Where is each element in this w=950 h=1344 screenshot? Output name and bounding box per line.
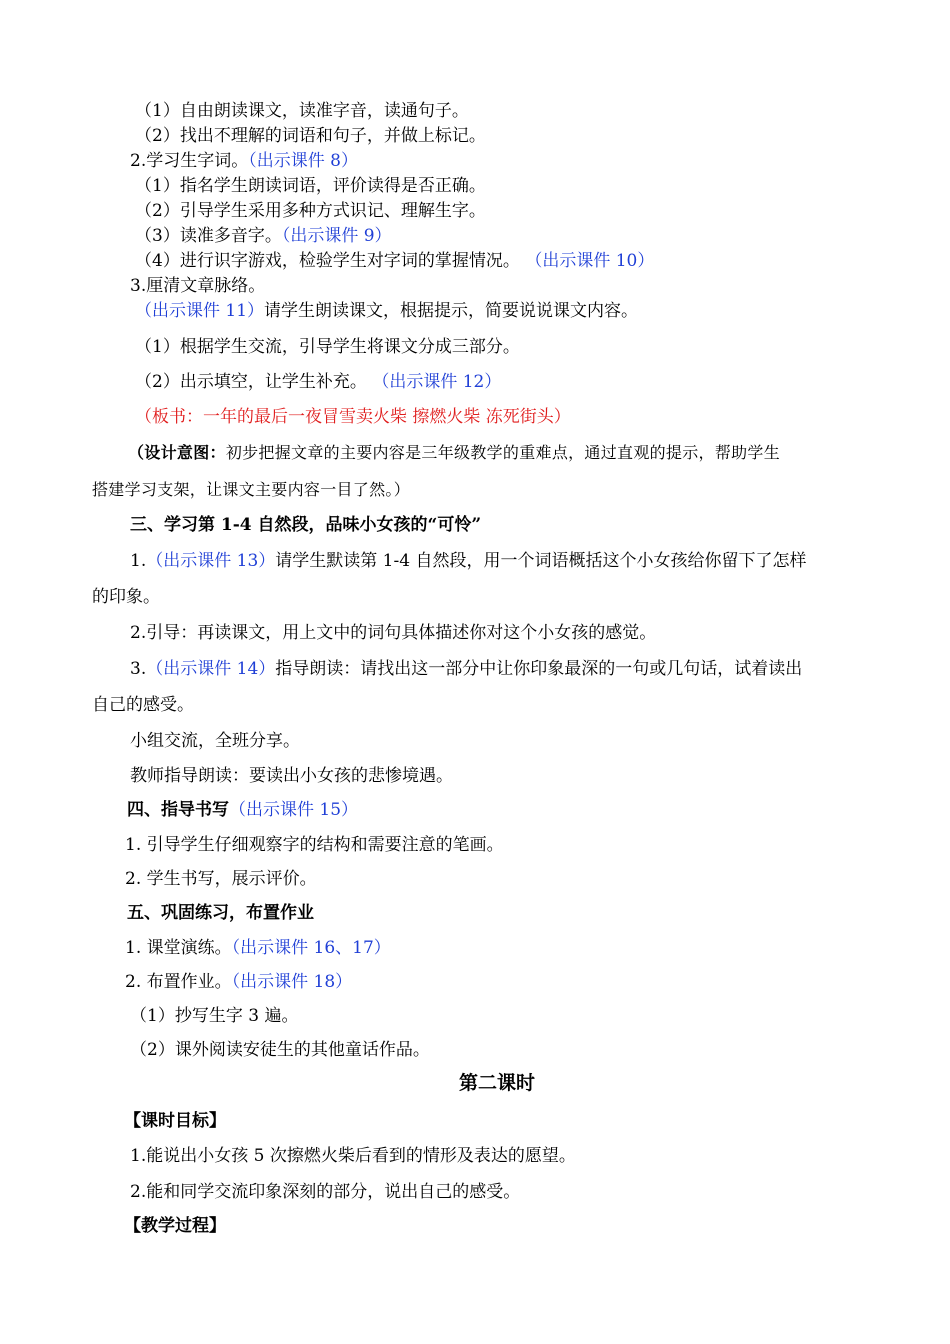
courseware-ref: （出示课件 8）	[248, 151, 358, 171]
substep-read-words: （1）指名学生朗读词语，评价读得是否正确。	[135, 176, 486, 196]
lesson-title: 第二课时	[458, 1072, 535, 1094]
homework-copy: （1）抄写生字 3 遍。	[130, 1006, 299, 1026]
step-text: 请学生朗读课文，根据提示，简要说说课文内容。	[264, 301, 639, 321]
courseware-ref: （出示课件 13）	[146, 551, 276, 571]
group-share: 小组交流，全班分享。	[130, 731, 300, 751]
step-text: 1. 课堂演练。	[125, 938, 232, 958]
courseware-ref: （出示课件 10）	[533, 251, 655, 271]
lesson-goal-2: 2.能和同学交流印象深刻的部分，说出自己的感受。	[130, 1182, 521, 1202]
courseware-ref: （出示课件 18）	[231, 972, 353, 992]
courseware-ref: （出示课件 11）	[135, 301, 265, 321]
lesson-goals-heading: 【课时目标】	[124, 1111, 226, 1131]
courseware-ref: （出示课件 14）	[146, 659, 276, 679]
substep-recognize: （2）引导学生采用多种方式识记、理解生字。	[135, 201, 486, 221]
section-heading-3: 三、学习第 1-4 自然段，品味小女孩的“可怜”	[130, 515, 482, 535]
teacher-guide: 教师指导朗读：要读出小女孩的悲惨境遇。	[130, 766, 453, 786]
step-read-aloud	[130, 658, 802, 680]
section-heading-4	[127, 799, 358, 821]
teaching-process-heading: 【教学过程】	[124, 1216, 226, 1236]
step-text: 3.	[130, 659, 147, 679]
step-text: 1.	[130, 551, 147, 571]
step-structure: 3.厘清文章脉络。	[130, 276, 266, 296]
section-heading-5: 五、巩固练习，布置作业	[127, 903, 314, 923]
step-summarize	[135, 300, 638, 322]
step-learn-words	[130, 150, 358, 172]
substep-fill-blank	[135, 371, 501, 393]
design-intent-text: 初步把握文章的主要内容是三年级教学的重难点，通过直观的提示，帮助学生	[225, 443, 781, 462]
step-read-freely: （1）自由朗读课文，读准字音，读通句子。	[135, 101, 469, 121]
homework	[125, 971, 352, 993]
step-text: （4）进行识字游戏，检验学生对字词的掌握情况。	[135, 251, 520, 271]
board-writing: （板书：一年的最后一夜冒雪卖火柴 擦燃火柴 冻死街头）	[135, 407, 571, 427]
step-read-aloud-cont: 自己的感受。	[92, 695, 194, 715]
homework-reading: （2）课外阅读安徒生的其他童话作品。	[130, 1040, 430, 1060]
design-intent-cont: 搭建学习支架，让课文主要内容一目了然。）	[92, 480, 411, 499]
class-practice	[125, 937, 391, 959]
substep-word-game	[135, 250, 654, 272]
writing-observe: 1. 引导学生仔细观察字的结构和需要注意的笔画。	[125, 835, 504, 855]
step-mark-words: （2）找出不理解的词语和句子，并做上标记。	[135, 126, 486, 146]
step-silent-read-cont: 的印象。	[92, 587, 160, 607]
courseware-ref: （出示课件 15）	[229, 800, 359, 820]
section-heading-text: 四、指导书写	[127, 800, 229, 820]
step-text: （3）读准多音字。	[135, 226, 282, 246]
step-silent-read	[130, 550, 806, 572]
design-intent-label: （设计意图：	[128, 443, 226, 462]
design-intent	[128, 442, 780, 464]
step-text: 2. 布置作业。	[125, 972, 232, 992]
step-text: （2）出示填空，让学生补充。	[135, 372, 367, 392]
step-text: 2.学习生字词。	[130, 151, 249, 171]
lesson-goal-1: 1.能说出小女孩 5 次擦燃火柴后看到的情形及表达的愿望。	[130, 1146, 576, 1166]
substep-polyphones	[135, 225, 392, 247]
step-guide: 2.引导：再读课文，用上文中的词句具体描述你对这个小女孩的感觉。	[130, 623, 657, 643]
writing-practice: 2. 学生书写，展示评价。	[125, 869, 317, 889]
courseware-ref: （出示课件 9）	[281, 226, 392, 246]
step-text: 指导朗读：请找出这一部分中让你印象最深的一句或几句话，试着读出	[275, 659, 803, 679]
step-text: 请学生默读第 1-4 自然段，用一个词语概括这个小女孩给你留下了怎样	[275, 551, 807, 571]
substep-divide: （1）根据学生交流，引导学生将课文分成三部分。	[135, 337, 520, 357]
courseware-ref: （出示课件 16、17）	[231, 938, 391, 958]
courseware-ref: （出示课件 12）	[380, 372, 502, 392]
